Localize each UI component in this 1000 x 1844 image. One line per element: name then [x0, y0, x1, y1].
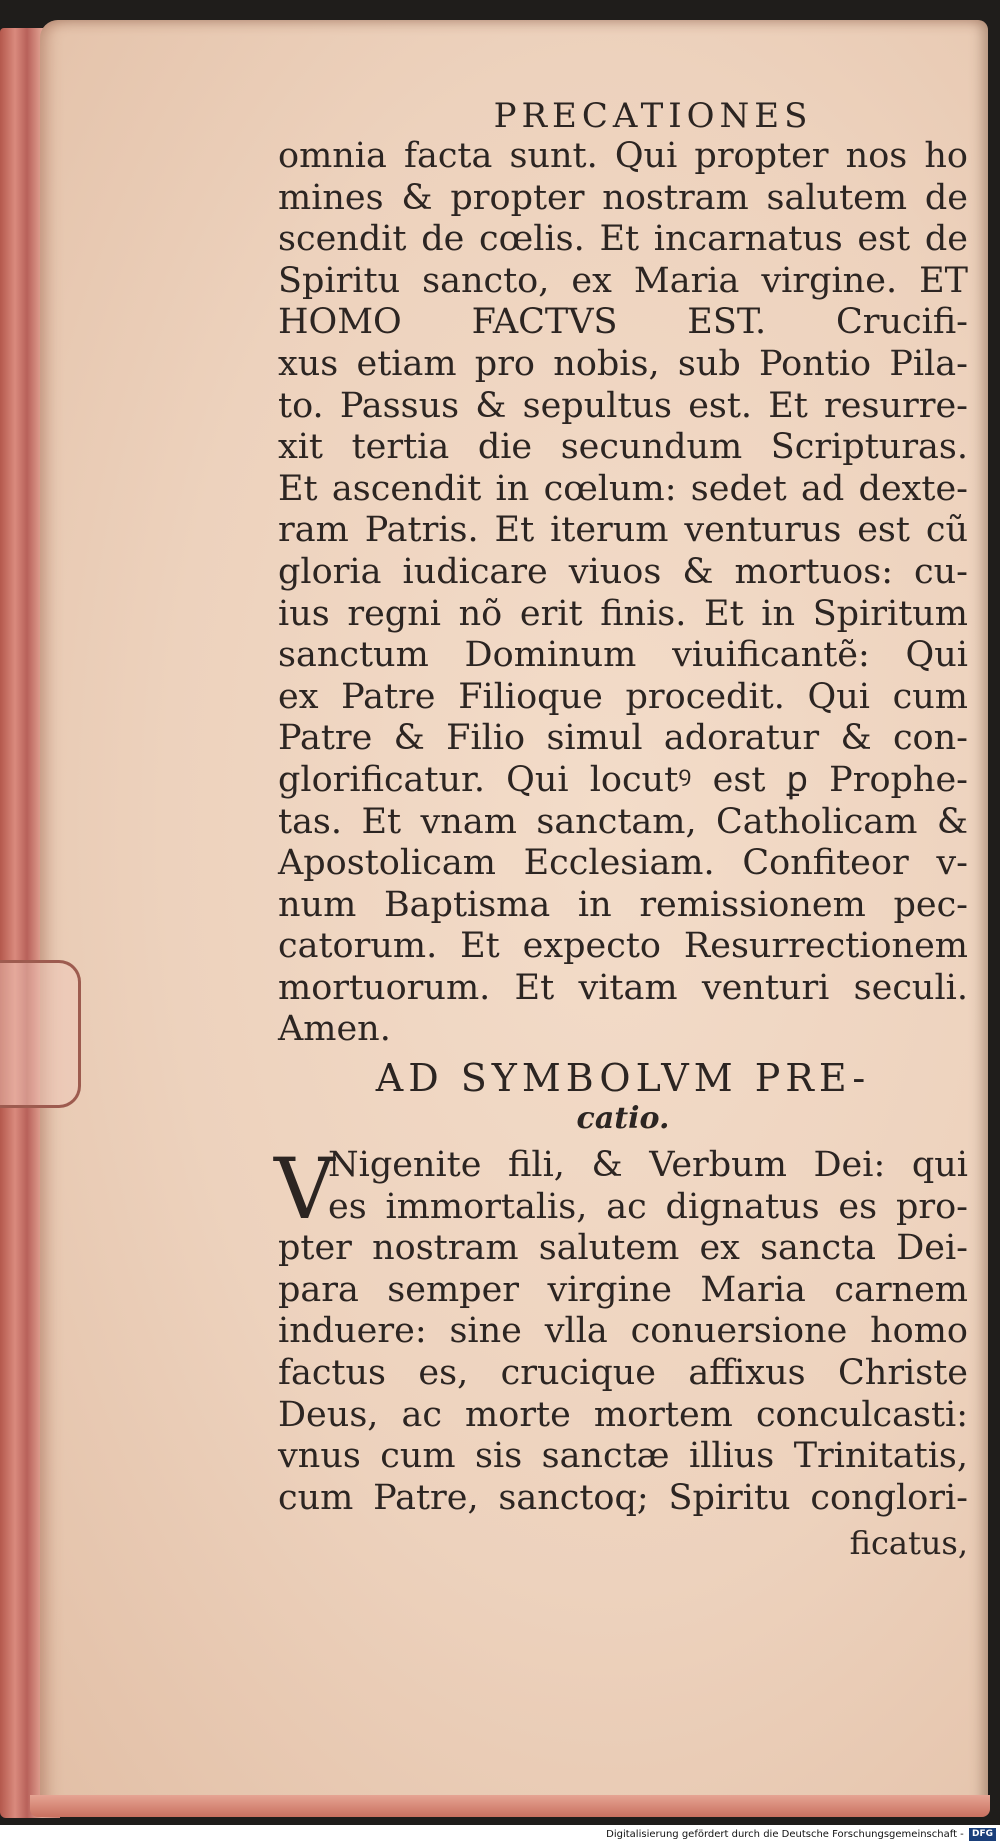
text-line: ex Patre Filioque procedit. Qui cum [278, 676, 968, 717]
text-line: ius regni nõ erit finis. Et in Spiritum [278, 593, 968, 634]
page-text [274, 96, 968, 1563]
text-line: to. Passus & sepultus est. Et resurre- [278, 385, 968, 426]
text-line: Nigenite fili, & Verbum Dei: qui [328, 1145, 968, 1186]
section-heading: AD SYMBOLVM PRE- [375, 1056, 871, 1101]
text-line: HOMO FACTVS EST. Crucifi- [278, 302, 968, 343]
text-line: Amen. [278, 1009, 391, 1050]
text-line: mines & propter nostram salutem de [278, 177, 968, 218]
text-line: para semper virgine Maria carnem [278, 1269, 968, 1310]
digitization-footer [0, 1825, 1000, 1844]
text-line: factus es, crucique affixus Christe [278, 1353, 968, 1394]
page-tab-marker [0, 960, 81, 1108]
text-line: Apostolicam Ecclesiam. Confiteor v- [278, 843, 968, 884]
text-line: ram Patris. Et iterum venturus est cũ [278, 510, 968, 551]
text-line: tas. Et vnam sanctam, Catholicam & [278, 801, 968, 842]
text-line: es immortalis, ac dignatus es pro- [328, 1186, 968, 1227]
text-line: induere: sine vlla conuersione homo [278, 1311, 968, 1352]
catchword: ficatus, [849, 1524, 968, 1563]
text-line: cum Patre, sanctoq; Spiritu conglori- [278, 1477, 968, 1518]
text-line: Et ascendit in cœlum: sedet ad dexte- [278, 468, 968, 509]
text-line: sanctum Dominum viuificantẽ: Qui [278, 635, 968, 676]
text-line: scendit de cœlis. Et incarnatus est de [278, 219, 968, 260]
book-bottom-edge [30, 1795, 990, 1817]
text-line: glorificatur. Qui locutꝰ est ꝑ Prophe- [278, 759, 968, 800]
text-line: catorum. Et expecto Resurrectionem [278, 926, 968, 967]
text-line: vnus cum sis sanctæ illius Trinitatis, [278, 1436, 968, 1477]
text-line: pter nostram salutem ex sancta Dei- [278, 1228, 968, 1269]
dfg-logo-icon: DFG [969, 1828, 996, 1841]
drop-capital: V [274, 1140, 335, 1239]
text-line: xus etiam pro nobis, sub Pontio Pila- [278, 343, 968, 384]
text-line: Spiritu sancto, ex Maria virgine. ET [278, 260, 968, 301]
text-line: Patre & Filio simul adoratur & con- [278, 718, 968, 759]
prayer-text-block [274, 1140, 968, 1519]
text-line: gloria iudicare viuos & mortuos: cu- [278, 551, 968, 592]
text-line: omnia facta sunt. Qui propter nos ho [278, 136, 968, 176]
footer-text: Digitalisierung gefördert durch die Deutsche Forschungsgemeinschaft - [606, 1829, 964, 1840]
creed-text-block [278, 136, 968, 1051]
text-line: num Baptisma in remissionem pec- [278, 884, 968, 925]
text-line: Deus, ac morte mortem conculcasti: [278, 1394, 968, 1435]
running-head: PRECATIONES [493, 96, 813, 136]
text-line: mortuorum. Et vitam venturi seculi. [278, 967, 968, 1008]
section-subheading: catio. [576, 1101, 670, 1137]
text-line: xit tertia die secundum Scripturas. [278, 427, 968, 468]
